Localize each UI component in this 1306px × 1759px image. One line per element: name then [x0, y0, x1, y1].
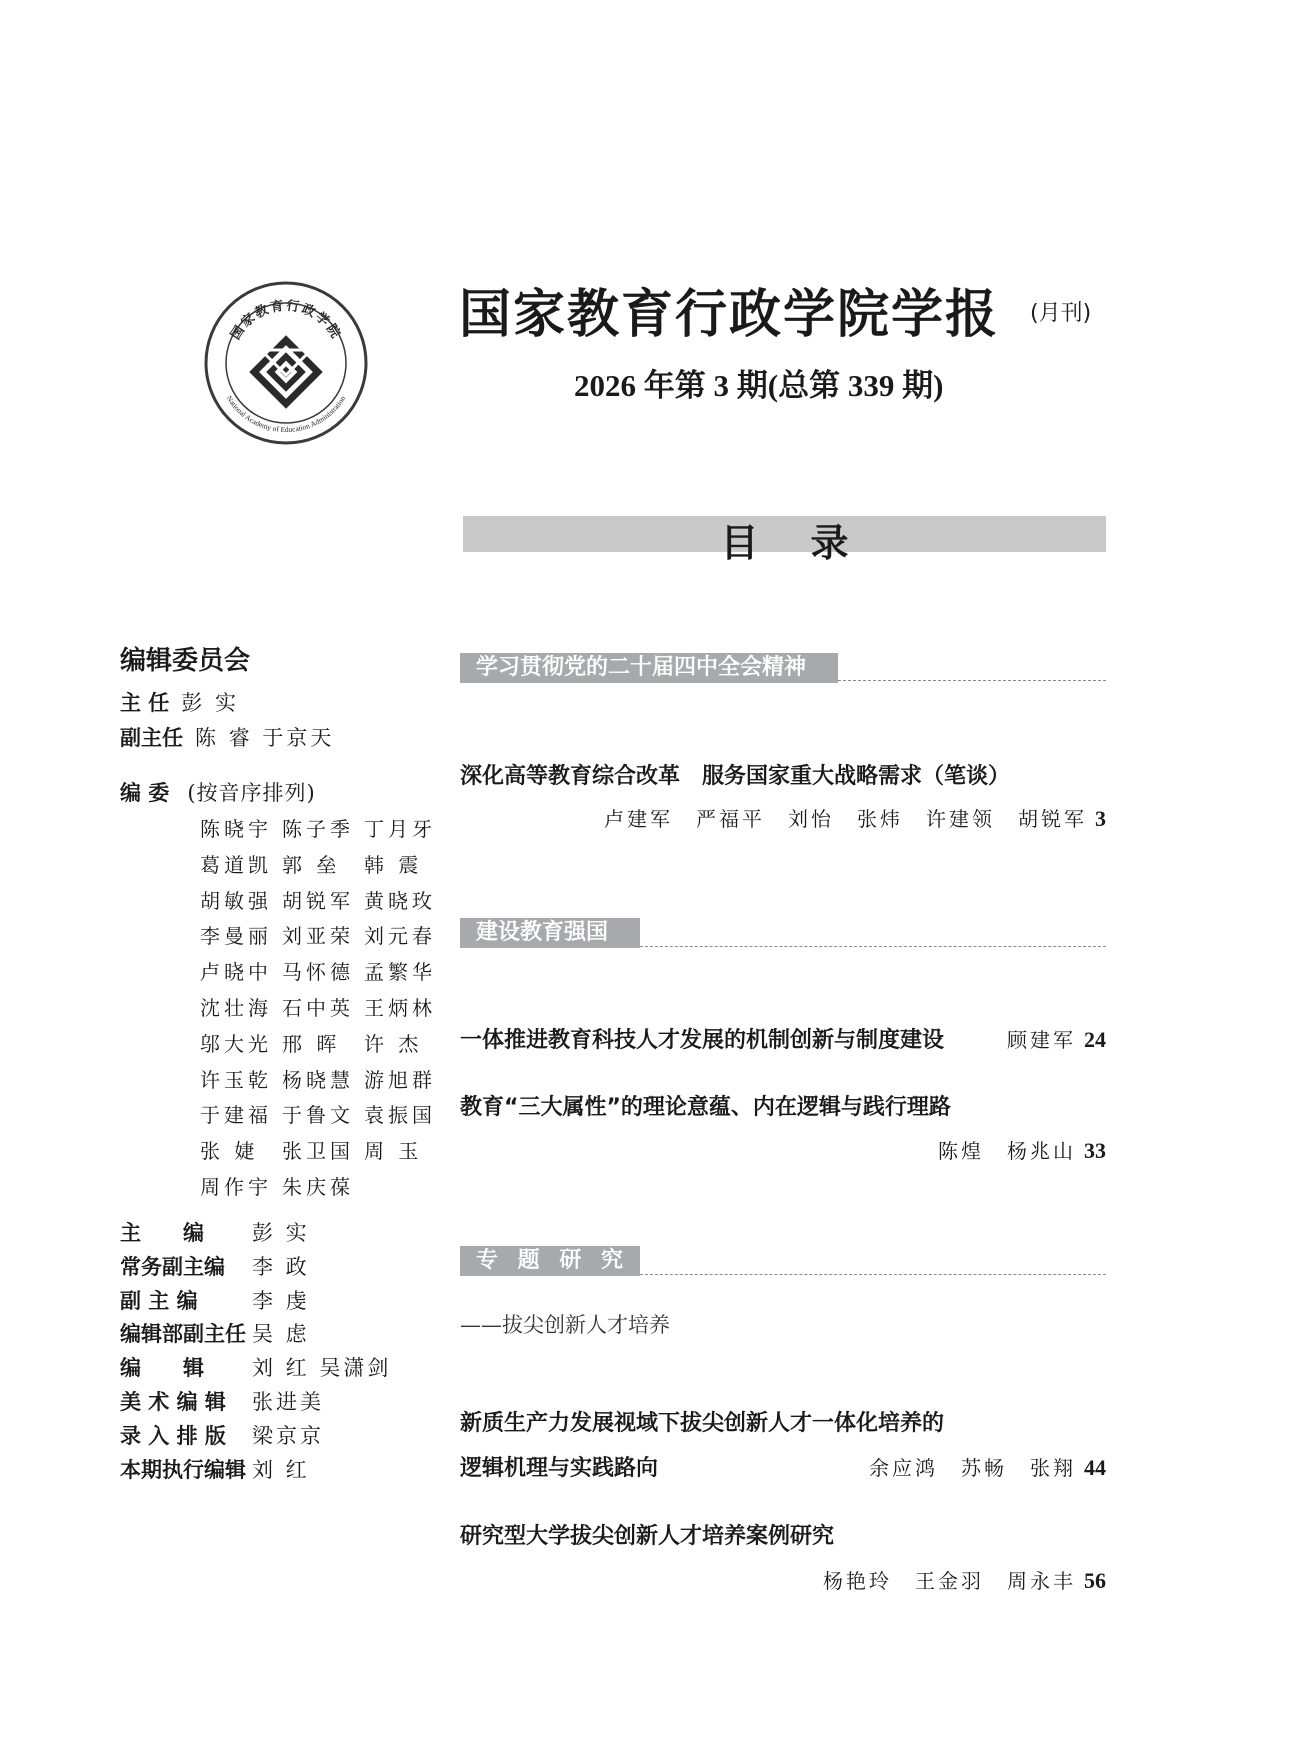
svg-text:国家教育行政学院: 国家教育行政学院 [228, 298, 344, 343]
editorial-board-title: 编辑委员会 [120, 646, 251, 676]
section-tag-education-power: 建设教育强国 [460, 918, 640, 948]
board-member-name: 丁月牙 [364, 817, 436, 841]
staff-line [120, 1352, 391, 1382]
board-member-name: 游旭群 [364, 1067, 436, 1092]
article-authors [1007, 1024, 1106, 1053]
article-authors [604, 803, 1106, 832]
section-divider [640, 946, 1106, 947]
staff-role: 主 编 [120, 1221, 204, 1245]
board-member-name: 邢 晖 [282, 1031, 341, 1056]
section-tag-plenum: 学习贯彻党的二十届四中全会精神 [460, 653, 838, 683]
deputy-line [120, 722, 334, 752]
authors-text: 杨艳玲 王金羽 周永丰 [823, 1569, 1076, 1593]
journal-frequency: (月刊) [1030, 301, 1092, 326]
page-number: 44 [1084, 1455, 1106, 1480]
page-number: 24 [1084, 1027, 1106, 1052]
staff-line [120, 1386, 324, 1416]
section-divider [640, 1274, 1106, 1275]
staff-names: 李 政 [252, 1254, 310, 1279]
board-member-name: 马怀德 [282, 960, 354, 985]
staff-line [120, 1420, 324, 1450]
staff-names: 刘 红 吴潇剑 [252, 1356, 392, 1381]
authors-text: 陈煌 杨兆山 [938, 1139, 1076, 1163]
page-number: 3 [1095, 806, 1106, 831]
staff-role: 美 术 编 辑 [120, 1390, 226, 1414]
board-member-name: 周 玉 [364, 1139, 423, 1164]
staff-line [120, 1217, 310, 1247]
staff-line [120, 1318, 310, 1348]
board-member-name: 王炳林 [364, 996, 436, 1020]
board-member-name: 胡敏强 [200, 888, 272, 913]
board-member-name: 于建福 [200, 1103, 272, 1128]
director-name: 彭 实 [181, 691, 239, 715]
board-member-name: 于鲁文 [282, 1103, 354, 1128]
board-member-name: 卢晓中 [200, 960, 272, 985]
staff-role: 本期执行编辑 [120, 1457, 246, 1482]
board-member-name: 李曼丽 [200, 924, 272, 949]
staff-role: 常务副主编 [120, 1254, 225, 1279]
staff-line [120, 1454, 310, 1484]
board-member-name: 陈晓宇 [200, 817, 272, 841]
staff-names: 吴 虑 [252, 1322, 310, 1347]
board-member-name: 胡锐军 [282, 888, 354, 913]
article-title: 深化高等教育综合改革 服务国家重大战略需求（笔谈） [460, 764, 1011, 789]
staff-names: 梁京京 [252, 1423, 324, 1448]
staff-names: 张进美 [252, 1390, 324, 1414]
board-member-name: 陈子季 [282, 817, 354, 841]
article-authors [869, 1452, 1106, 1481]
board-member-name: 黄晓玫 [364, 888, 436, 913]
members-line [120, 777, 316, 807]
issue-number: 2026 年第 3 期(总第 339 期) [574, 368, 944, 403]
section-subtitle: ——拔尖创新人才培养 [460, 1313, 670, 1337]
board-member-name: 石中英 [282, 996, 354, 1020]
board-member-name: 袁振国 [364, 1103, 436, 1128]
board-member-name: 沈壮海 [200, 996, 272, 1020]
board-member-name: 孟繁华 [364, 960, 436, 985]
authors-text: 余应鸿 苏畅 张翔 [869, 1456, 1076, 1480]
deputy-names: 陈 睿 于京天 [195, 726, 335, 750]
board-member-name: 刘亚荣 [282, 924, 354, 949]
staff-role: 副 主 编 [120, 1288, 198, 1313]
board-member-name: 韩 震 [364, 852, 423, 877]
board-member-name: 刘元春 [364, 924, 436, 949]
board-member-name: 许玉乾 [200, 1067, 272, 1092]
article-title: 一体推进教育科技人才发展的机制创新与制度建设 [460, 1028, 945, 1053]
board-member-name: 张卫国 [282, 1139, 354, 1164]
deputy-label: 副主任 [120, 726, 183, 750]
academy-seal-logo [203, 280, 369, 446]
article-authors [823, 1565, 1106, 1594]
article-title-line2: 逻辑机理与实践路向 [460, 1456, 659, 1481]
svg-text:National Academy of Education: National Academy of Education Administration [224, 394, 348, 435]
staff-names: 彭 实 [252, 1221, 310, 1245]
board-member-name: 葛道凯 [200, 852, 272, 877]
members-label: 编 委 [120, 781, 170, 805]
staff-role: 编 辑 [120, 1356, 204, 1381]
journal-title: 国家教育行政学院学报 [459, 285, 1000, 345]
authors-text: 卢建军 严福平 刘怡 张炜 许建领 胡锐军 [604, 807, 1087, 831]
board-member-name: 杨晓慧 [282, 1067, 354, 1092]
staff-line [120, 1285, 310, 1315]
article-title-line1: 新质生产力发展视域下拔尖创新人才一体化培养的 [460, 1411, 945, 1436]
toc-heading: 目录 [720, 521, 901, 565]
article-title: 教育“三大属性”的理论意蕴、内在逻辑与践行理路 [460, 1095, 951, 1120]
members-note: (按音序排列) [187, 781, 316, 805]
board-member-name: 郭 垒 [282, 852, 341, 877]
director-label: 主 任 [120, 691, 170, 715]
board-member-name: 张 婕 [200, 1139, 259, 1164]
staff-names: 刘 红 [252, 1457, 310, 1482]
board-member-name: 许 杰 [364, 1031, 423, 1056]
staff-names: 李 虔 [252, 1288, 310, 1313]
page-number: 56 [1084, 1568, 1106, 1593]
article-title: 研究型大学拔尖创新人才培养案例研究 [460, 1524, 835, 1549]
director-line [120, 687, 239, 717]
page-number: 33 [1084, 1138, 1106, 1163]
section-divider [838, 680, 1106, 681]
staff-role: 编辑部副主任 [120, 1322, 246, 1347]
board-member-name: 邬大光 [200, 1031, 272, 1056]
staff-role: 录 入 排 版 [120, 1423, 226, 1448]
authors-text: 顾建军 [1007, 1028, 1076, 1052]
board-member-name: 朱庆葆 [282, 1175, 354, 1199]
article-authors [938, 1135, 1106, 1164]
section-tag-special-topic: 专 题 研 究 [460, 1246, 640, 1276]
staff-line [120, 1251, 310, 1281]
board-member-name: 周作宇 [200, 1175, 272, 1199]
